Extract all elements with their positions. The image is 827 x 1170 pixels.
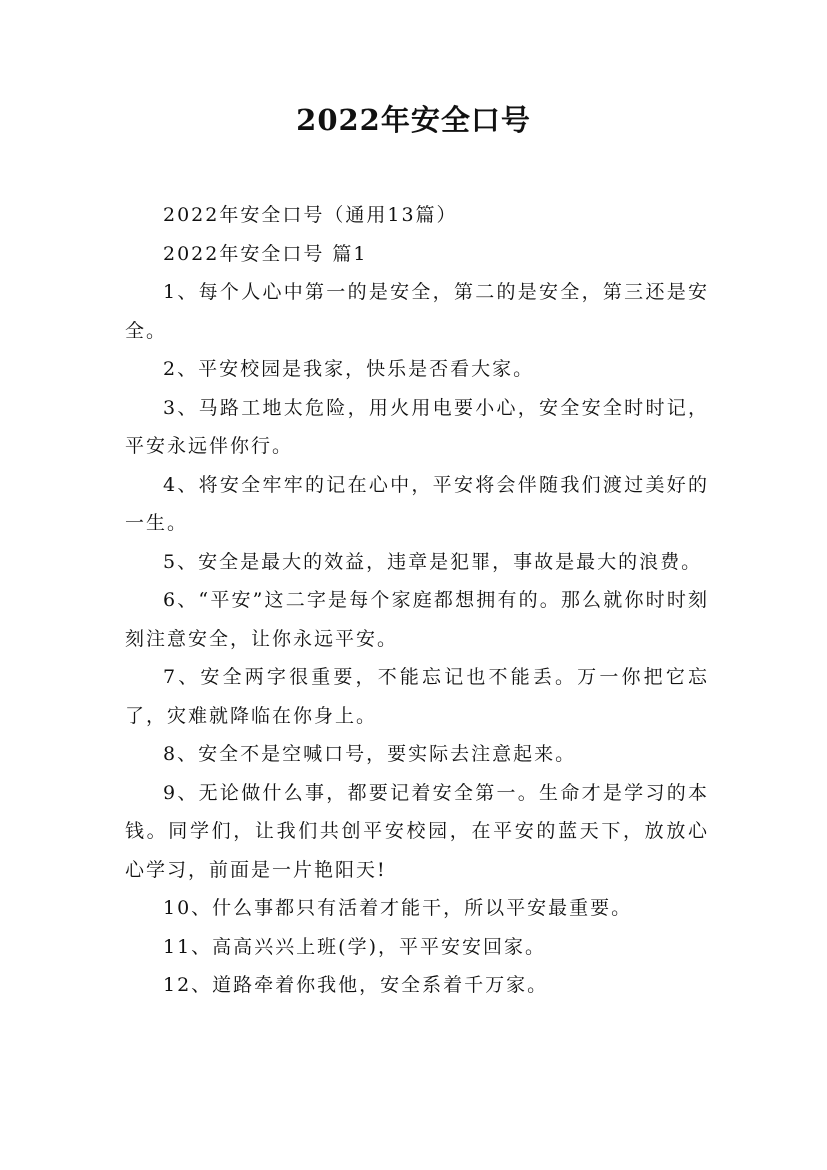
document-title: 2022年安全口号: [296, 103, 531, 137]
slogan-item: 1、每个人心中第一的是安全，第二的是安全，第三还是安全。: [125, 281, 709, 342]
slogan-item: 6、“平安”这二字是每个家庭都想拥有的。那么就你时时刻刻注意安全，让你永远平安。: [125, 589, 709, 650]
section-heading: 2022年安全口号 篇1: [163, 242, 368, 265]
slogan-item: 9、无论做什么事，都要记着安全第一。生命才是学习的本钱。同学们，让我们共创平安校园，在平安的蓝天下，放放心心学习，前面是一片艳阳天!: [125, 781, 709, 881]
document-subtitle: 2022年安全口号（通用13篇）: [163, 204, 458, 226]
slogan-item: 4、将安全牢牢的记在心中，平安将会伴随我们渡过美好的一生。: [125, 473, 709, 534]
document-body: [125, 196, 709, 1005]
slogan-item: 12、道路牵着你我他，安全系着千万家。: [163, 974, 549, 996]
slogan-item: 8、安全不是空喊口号，要实际去注意起来。: [163, 743, 577, 765]
slogan-item: 11、高高兴兴上班(学)，平平安安回家。: [163, 935, 547, 958]
slogan-item: 5、安全是最大的效益，违章是犯罪，事故是最大的浪费。: [163, 550, 703, 573]
slogan-item: 2、平安校园是我家，快乐是否看大家。: [163, 358, 535, 380]
slogan-item: 7、安全两字很重要，不能忘记也不能丢。万一你把它忘了，灾难就降临在你身上。: [125, 666, 709, 727]
slogan-item: 10、什么事都只有活着才能干，所以平安最重要。: [163, 897, 633, 919]
slogan-item: 3、马路工地太危险，用火用电要小心，安全安全时时记，平安永远伴你行。: [125, 396, 709, 457]
